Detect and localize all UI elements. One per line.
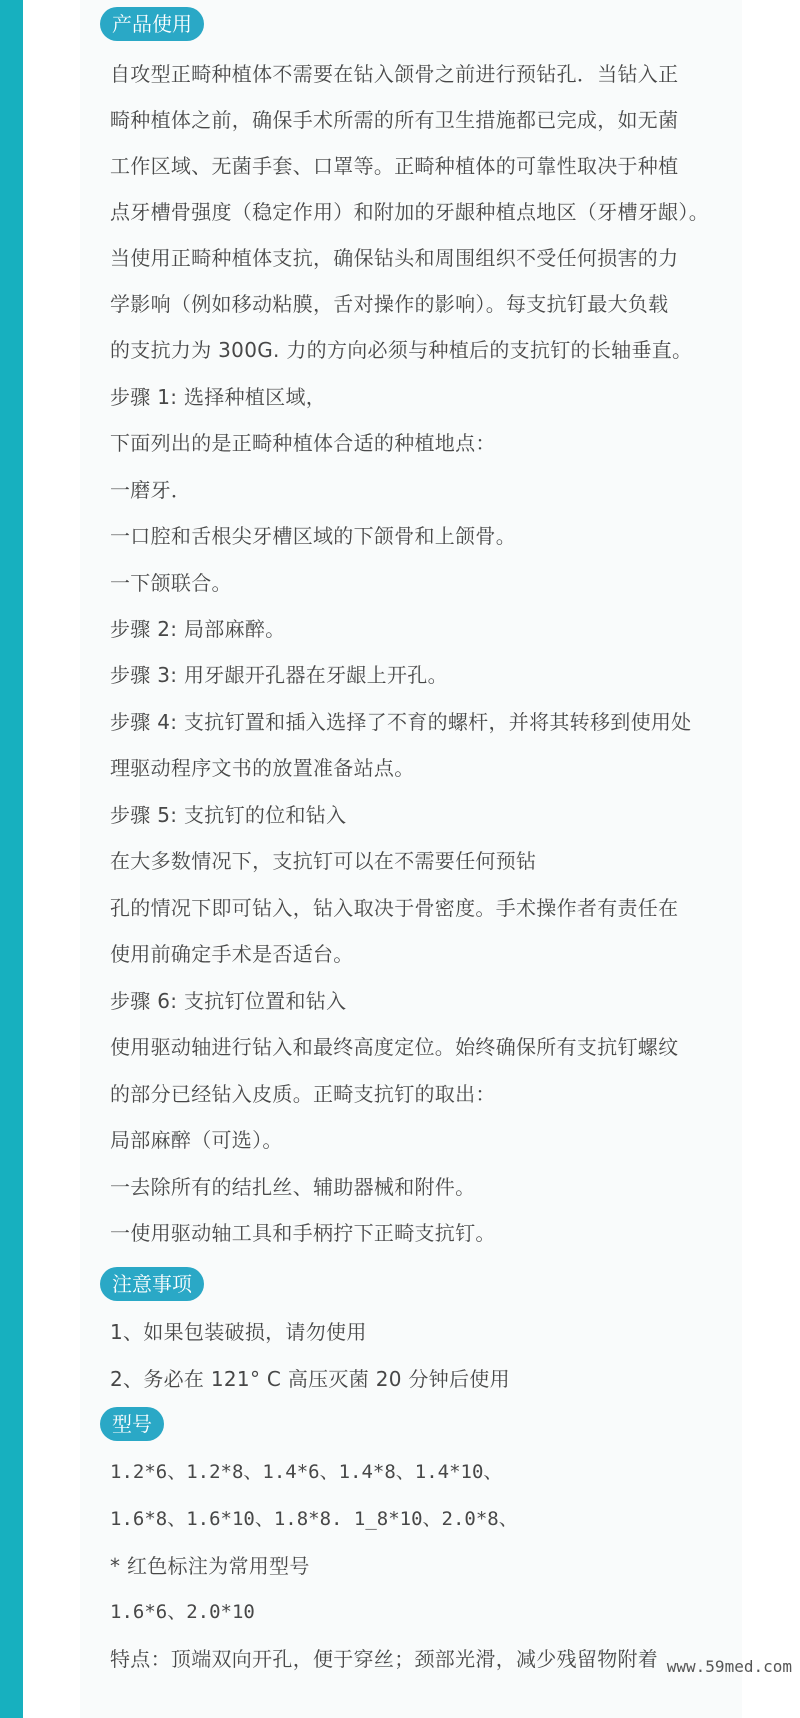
usage-line: 工作区域、无菌手套、口罩等。正畸种植体的可靠性取决于种植 xyxy=(110,154,679,178)
usage-line: 使用前确定手术是否适台。 xyxy=(110,942,354,966)
model-list-line: 1.2*6、1.2*8、1.4*6、1.4*8、1.4*10、 xyxy=(110,1461,503,1483)
step-1-line: 步骤 1: 选择种植区域， xyxy=(110,385,327,409)
step-5-line: 步骤 5: 支抗钉的位和钻入 xyxy=(110,803,347,827)
precaution-item: 2、务必在 121° C 高压灭菌 20 分钟后使用 xyxy=(110,1367,510,1391)
usage-section-tag: 产品使用 xyxy=(100,7,204,41)
features-line: 特点：顶端双向开孔，便于穿丝；颈部光滑，减少残留物附着 xyxy=(110,1647,659,1671)
step-4-line: 步骤 4: 支抗钉置和插入选择了不育的螺杆，并将其转移到使用处 xyxy=(110,710,692,734)
usage-line: 理驱动程序文书的放置准备站点。 xyxy=(110,756,415,780)
usage-line: 的部分已经钻入皮质。正畸支抗钉的取出： xyxy=(110,1082,496,1106)
model-note: * 红色标注为常用型号 xyxy=(110,1554,310,1578)
list-item: 一下颌联合。 xyxy=(110,571,232,595)
left-accent-bar xyxy=(0,0,23,1718)
usage-line: 点牙槽骨强度（稳定作用）和附加的牙龈种植点地区（牙槽牙龈）。 xyxy=(110,200,709,224)
usage-line: 在大多数情况下，支抗钉可以在不需要任何预钻 xyxy=(110,849,537,873)
usage-line: 学影响（例如移动粘膜，舌对操作的影响）。每支抗钉最大负载 xyxy=(110,292,669,316)
usage-line: 使用驱动轴进行钻入和最终高度定位。始终确保所有支抗钉螺纹 xyxy=(110,1035,679,1059)
step-3-line: 步骤 3: 用牙龈开孔器在牙龈上开孔。 xyxy=(110,663,448,687)
model-list-line: 1.6*8、1.6*10、1.8*8. 1_8*10、2.0*8、 xyxy=(110,1508,518,1530)
step-2-line: 步骤 2: 局部麻醉。 xyxy=(110,617,286,641)
usage-line: 孔的情况下即可钻入，钻入取决于骨密度。手术操作者有责任在 xyxy=(110,896,679,920)
model-list-line: 1.6*6、2.0*10 xyxy=(110,1601,255,1623)
usage-line: 当使用正畸种植体支抗，确保钻头和周围组织不受任何损害的力 xyxy=(110,246,679,270)
list-item: 一使用驱动轴工具和手柄拧下正畸支抗钉。 xyxy=(110,1221,496,1245)
list-item: 一去除所有的结扎丝、辅助器械和附件。 xyxy=(110,1175,476,1199)
usage-line: 局部麻醉（可选）。 xyxy=(110,1128,283,1152)
site-watermark: www.59med.com xyxy=(666,1657,792,1676)
list-item: 一磨牙． xyxy=(110,478,192,502)
usage-line: 自攻型正畸种植体不需要在钻入颌骨之前进行预钻孔．当钻入正 xyxy=(110,62,679,86)
precautions-section-tag: 注意事项 xyxy=(100,1267,204,1301)
step-6-line: 步骤 6: 支抗钉位置和钻入 xyxy=(110,989,347,1013)
usage-line: 畸种植体之前，确保手术所需的所有卫生措施都已完成，如无菌 xyxy=(110,108,679,132)
models-section-tag: 型号 xyxy=(100,1407,164,1441)
usage-line: 下面列出的是正畸种植体合适的种植地点： xyxy=(110,431,496,455)
precaution-item: 1、如果包装破损，请勿使用 xyxy=(110,1320,367,1344)
list-item: 一口腔和舌根尖牙槽区域的下颌骨和上颌骨。 xyxy=(110,524,516,548)
usage-line: 的支抗力为 300G. 力的方向必须与种植后的支抗钉的长轴垂直。 xyxy=(110,338,693,362)
